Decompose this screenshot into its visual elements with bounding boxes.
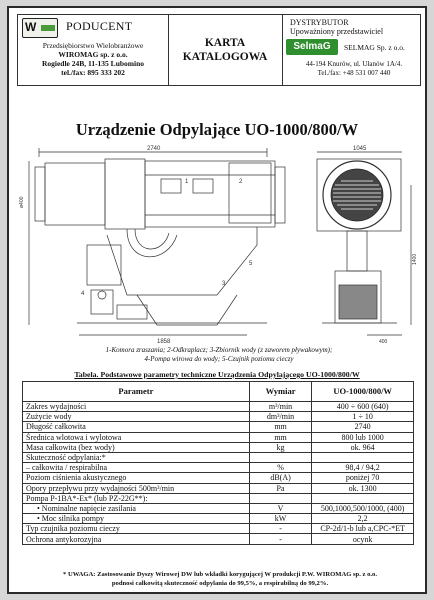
value-cell: ok. 964 xyxy=(312,442,414,452)
table-row xyxy=(23,514,414,524)
producer-logo xyxy=(22,18,58,38)
dim-left: ø400 xyxy=(19,196,25,208)
unit-cell: kg xyxy=(249,442,312,452)
distributor-company: SELMAG Sp. z o.o. xyxy=(344,43,405,52)
catalog-title-line1: KARTA xyxy=(204,37,246,49)
table-header-row xyxy=(23,382,414,402)
label-4: 4 xyxy=(81,291,85,297)
table-row xyxy=(23,432,414,442)
label-5: 5 xyxy=(249,261,253,267)
unit-cell: dB(A) xyxy=(249,473,312,483)
catalog-title-block xyxy=(168,15,283,85)
producer-line2: WIROMAG sp. z o.o. xyxy=(58,50,128,59)
catalog-title-line2: KATALOGOWA xyxy=(182,51,268,63)
value-cell: 2740 xyxy=(312,422,414,432)
producer-line4: tel./fax: 895 333 202 xyxy=(61,68,125,77)
footnote xyxy=(25,570,415,588)
table-row xyxy=(23,442,414,452)
table-row xyxy=(23,473,414,483)
table-row xyxy=(23,402,414,412)
param-cell: Masa całkowita (bez wody) xyxy=(23,442,250,452)
distributor-heading: DYSTRYBUTOR xyxy=(290,18,349,27)
caption-line2: 4-Pompa wirowa do wody; 5-Czujnik poziomu cieczy xyxy=(144,355,294,363)
param-cell: Typ czujnika poziomu cieczy xyxy=(23,524,250,534)
value-cell: 2,2 xyxy=(312,514,414,524)
catalog-sheet xyxy=(7,6,427,594)
value-cell: 800 lub 1000 xyxy=(312,432,414,442)
page-title: Urządzenie Odpylające UO-1000/800/W xyxy=(75,120,359,139)
value-cell: 98,4 / 94,2 xyxy=(312,463,414,473)
producer-line1: Przedsiębiorstwo Wielobranżowe xyxy=(42,41,144,50)
technical-drawing xyxy=(17,145,421,345)
param-cell: – całkowita / respirabilna xyxy=(23,463,250,473)
value-cell xyxy=(312,452,414,462)
footnote-line1: * UWAGA: Zastosowanie Dyszy Wirowej DW lub wkładki korygującej W produkcji P.W. WIROMAG sp. z o.o. xyxy=(63,571,377,578)
param-cell: Pompa P-1BA*-Ex* (lub PZ-22G**): xyxy=(23,493,250,503)
distributor-address: 44-194 Knurów, ul. Ułanów 1A/4. xyxy=(305,60,403,68)
value-cell: poniżej 70 xyxy=(312,473,414,483)
table-row xyxy=(23,503,414,513)
header-parameter: Parametr xyxy=(23,382,250,402)
table-row xyxy=(23,534,414,544)
param-cell: Zużycie wody xyxy=(23,412,250,422)
unit-cell: - xyxy=(249,534,312,544)
param-cell: Średnica wlotowa i wylotowa xyxy=(23,432,250,442)
producer-line3: Rogiedle 24B, 11-135 Lubomino xyxy=(41,59,145,68)
label-1: 1 xyxy=(185,179,189,185)
param-cell: Poziom ciśnienia akustycznego xyxy=(23,473,250,483)
drawing-caption xyxy=(29,346,409,364)
param-cell: Zakres wydajności xyxy=(23,402,250,412)
producer-block xyxy=(18,15,169,85)
footnote-line2: podnosi całkowitą skuteczność odpylania do 99,5%, a respirabilną do 99,2%. xyxy=(111,580,329,587)
header-box xyxy=(17,14,421,86)
param-cell: Skuteczność odpylania:* xyxy=(23,452,250,462)
dim-height: 1400 xyxy=(412,253,418,265)
value-cell: 1 ÷ 10 xyxy=(312,412,414,422)
label-2: 2 xyxy=(239,179,243,185)
distributor-phone: Tel./fax: +48 531 007 440 xyxy=(317,69,391,77)
param-cell: • Nominalne napięcie zasilania xyxy=(23,503,250,513)
unit-cell: V xyxy=(249,503,312,513)
distributor-block xyxy=(282,15,420,85)
header-unit: Wymiar xyxy=(249,382,312,402)
value-cell: ok. 1300 xyxy=(312,483,414,493)
value-cell: CP-2d/1-b lub a,CPC-*ET xyxy=(312,524,414,534)
unit-cell: dm³/min xyxy=(249,412,312,422)
header-value: UO-1000/800/W xyxy=(312,382,414,402)
table-row xyxy=(23,452,414,462)
dim-bottom: 1858 xyxy=(157,339,171,345)
parameters-table xyxy=(22,381,414,545)
selmag-logo: SelmaG xyxy=(286,39,338,55)
table-row xyxy=(23,524,414,534)
unit-cell: m³/min xyxy=(249,402,312,412)
distributor-subheading: Upoważniony przedstawiciel xyxy=(290,27,384,36)
unit-cell: mm xyxy=(249,422,312,432)
param-cell: Długość całkowita xyxy=(23,422,250,432)
dim-length: 2740 xyxy=(147,146,161,152)
param-cell: • Moc silnika pompy xyxy=(23,514,250,524)
param-cell: Opory przepływu przy wydajności 500m³/min xyxy=(23,483,250,493)
table-caption: Tabela. Podstawowe parametry techniczne Urządzenia Odpylającego UO-1000/800/W xyxy=(74,370,360,379)
value-cell: 500,1000,500/1000, (400) xyxy=(312,503,414,513)
caption-line1: 1-Komora zraszania; 2-Odkraplacz; 3-Zbiornik wody (z zaworem pływakowym); xyxy=(105,346,333,354)
table-row xyxy=(23,483,414,493)
dim-bottom-right: 400 xyxy=(379,339,388,345)
value-cell: 400 ÷ 600 (640) xyxy=(312,402,414,412)
unit-cell: kW xyxy=(249,514,312,524)
dim-width: 1045 xyxy=(353,146,367,152)
table-row xyxy=(23,412,414,422)
unit-cell xyxy=(249,452,312,462)
table-row xyxy=(23,422,414,432)
param-cell: Ochrona antykorozyjna xyxy=(23,534,250,544)
table-row xyxy=(23,463,414,473)
label-3: 3 xyxy=(222,281,226,287)
value-cell xyxy=(312,493,414,503)
unit-cell: mm xyxy=(249,432,312,442)
table-row xyxy=(23,493,414,503)
unit-cell xyxy=(249,493,312,503)
logo-letter: W xyxy=(25,20,37,34)
producer-heading: PODUCENT xyxy=(66,19,133,33)
value-cell: ocynk xyxy=(312,534,414,544)
unit-cell: - xyxy=(249,524,312,534)
unit-cell: Pa xyxy=(249,483,312,493)
unit-cell: % xyxy=(249,463,312,473)
